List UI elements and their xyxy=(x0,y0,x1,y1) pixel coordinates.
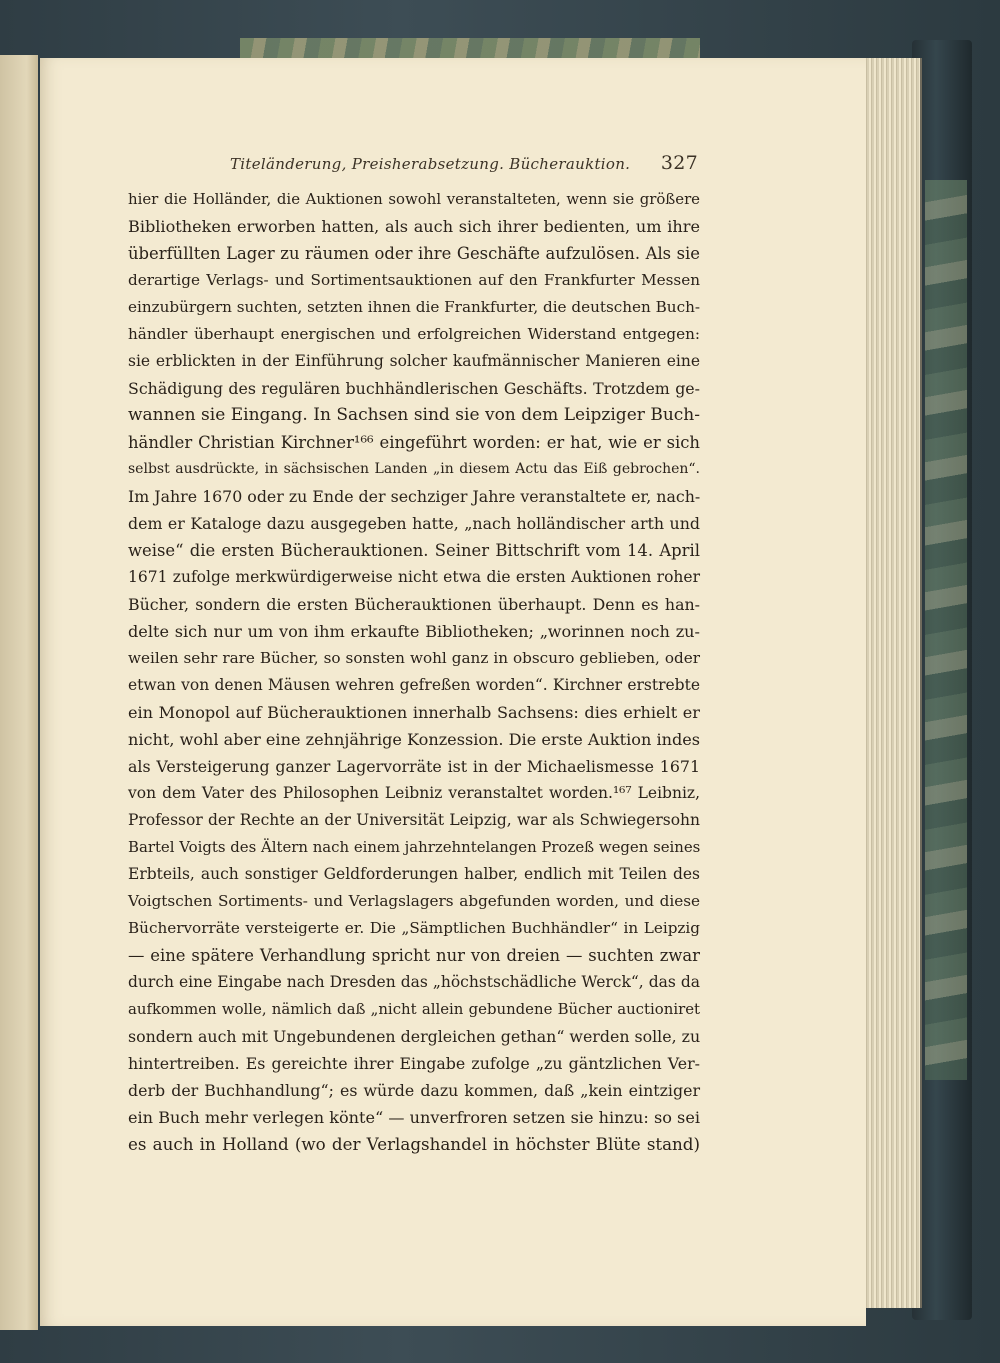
text-line: dem er Kataloge dazu ausgegeben hatte, „nach holländischer arth und xyxy=(128,514,700,533)
text-line: weilen sehr rare Bücher, so sonsten wohl ganz in obscuro geblieben, oder xyxy=(128,649,700,667)
text-line: delte sich nur um von ihm erkaufte Bibliotheken; „worinnen noch zu- xyxy=(128,622,700,641)
text-line: nicht, wohl aber eine zehnjährige Konzession. Die erste Auktion indes xyxy=(128,730,701,749)
text-line: Professor der Rechte an der Universität Leipzig, war als Schwiegersohn xyxy=(128,811,700,829)
text-line: einzubürgern suchten, setzten ihnen die Frankfurter, die deutschen Buch- xyxy=(128,298,701,316)
text-line: Erbteils, auch sonstiger Geldforderungen halber, endlich mit Teilen des xyxy=(128,865,700,883)
text-line: hier die Holländer, die Auktionen sowohl veranstalteten, wenn sie größere xyxy=(128,190,700,208)
text-line: selbst ausdrückte, in sächsischen Landen „in diesem Actu das Eiß gebrochen“. xyxy=(128,461,700,477)
page-header xyxy=(230,152,700,177)
page-stack-edges xyxy=(862,58,922,1308)
text-line: Bibliotheken erworben hatten, als auch sich ihrer bedienten, um ihre xyxy=(128,217,700,236)
text-line: sie erblickten in der Einführung solcher kaufmännischer Manieren eine xyxy=(128,352,700,370)
running-title: Titeländerung, Preisherabsetzung. Bücherauktion. xyxy=(230,155,631,173)
text-line: händler überhaupt energischen und erfolgreichen Widerstand entgegen: xyxy=(128,325,700,343)
text-line: Büchervorräte versteigerte er. Die „Sämptlichen Buchhändler“ in Leipzig xyxy=(128,919,700,937)
text-line: Voigtschen Sortiments- und Verlagslagers abgefunden worden, und diese xyxy=(128,892,700,910)
text-line: Bücher, sondern die ersten Bücherauktionen überhaupt. Denn es han- xyxy=(128,595,700,614)
text-line: sondern auch mit Ungebundenen dergleichen gethan“ werden solle, zu xyxy=(128,1027,701,1046)
text-line: durch eine Eingabe nach Dresden das „höchstschädliche Werck“, das da xyxy=(128,973,700,991)
text-line: von dem Vater des Philosophen Leibniz veranstaltet worden.¹⁶⁷ Leibniz, xyxy=(128,784,700,802)
text-line: weise“ die ersten Bücherauktionen. Seiner Bittschrift vom 14. April xyxy=(128,541,700,560)
text-line: Schädigung des regulären buchhändlerischen Geschäfts. Trotzdem ge- xyxy=(128,379,700,398)
text-line: derartige Verlags- und Sortimentsauktionen auf den Frankfurter Messen xyxy=(128,271,700,289)
text-line: Bartel Voigts des Ältern nach einem jahrzehntelangen Prozeß wegen seines xyxy=(128,838,701,856)
text-line: als Versteigerung ganzer Lagervorräte ist in der Michaelismesse 1671 xyxy=(128,757,700,776)
text-line: überfüllten Lager zu räumen oder ihre Geschäfte aufzulösen. Als sie xyxy=(128,244,700,263)
text-line: 1671 zufolge merkwürdigerweise nicht etwa die ersten Auktionen roher xyxy=(128,568,700,586)
text-line: hintertreiben. Es gereichte ihrer Eingabe zufolge „zu gäntzlichen Ver- xyxy=(128,1054,700,1073)
text-line: händler Christian Kirchner¹⁶⁶ eingeführt worden: er hat, wie er sich xyxy=(128,433,700,452)
body-text xyxy=(128,186,700,1158)
text-line: ein Buch mehr verlegen könte“ — unverfroren setzen sie hinzu: so sei xyxy=(128,1108,700,1127)
text-line: ein Monopol auf Bücherauktionen innerhalb Sachsens: dies erhielt er xyxy=(128,703,700,722)
marbled-edge-right xyxy=(925,180,967,1080)
text-line: es auch in Holland (wo der Verlagshandel in höchster Blüte stand) xyxy=(128,1134,700,1154)
text-line: Im Jahre 1670 oder zu Ende der sechziger Jahre veranstaltete er, nach- xyxy=(128,487,701,506)
text-line: wannen sie Eingang. In Sachsen sind sie von dem Leipziger Buch- xyxy=(128,405,700,425)
page-number: 327 xyxy=(660,152,698,174)
previous-page-edge xyxy=(0,55,38,1330)
marbled-edge-top xyxy=(240,38,700,60)
text-line: aufkommen wolle, nämlich daß „nicht allein gebundene Bücher auctioniret xyxy=(128,1000,700,1018)
text-line: — eine spätere Verhandlung spricht nur von dreien — suchten zwar xyxy=(128,946,700,965)
text-line: etwan von denen Mäusen wehren gefreßen worden“. Kirchner erstrebte xyxy=(128,676,700,694)
text-line: derb der Buchhandlung“; es würde dazu kommen, daß „kein eintziger xyxy=(128,1081,700,1100)
